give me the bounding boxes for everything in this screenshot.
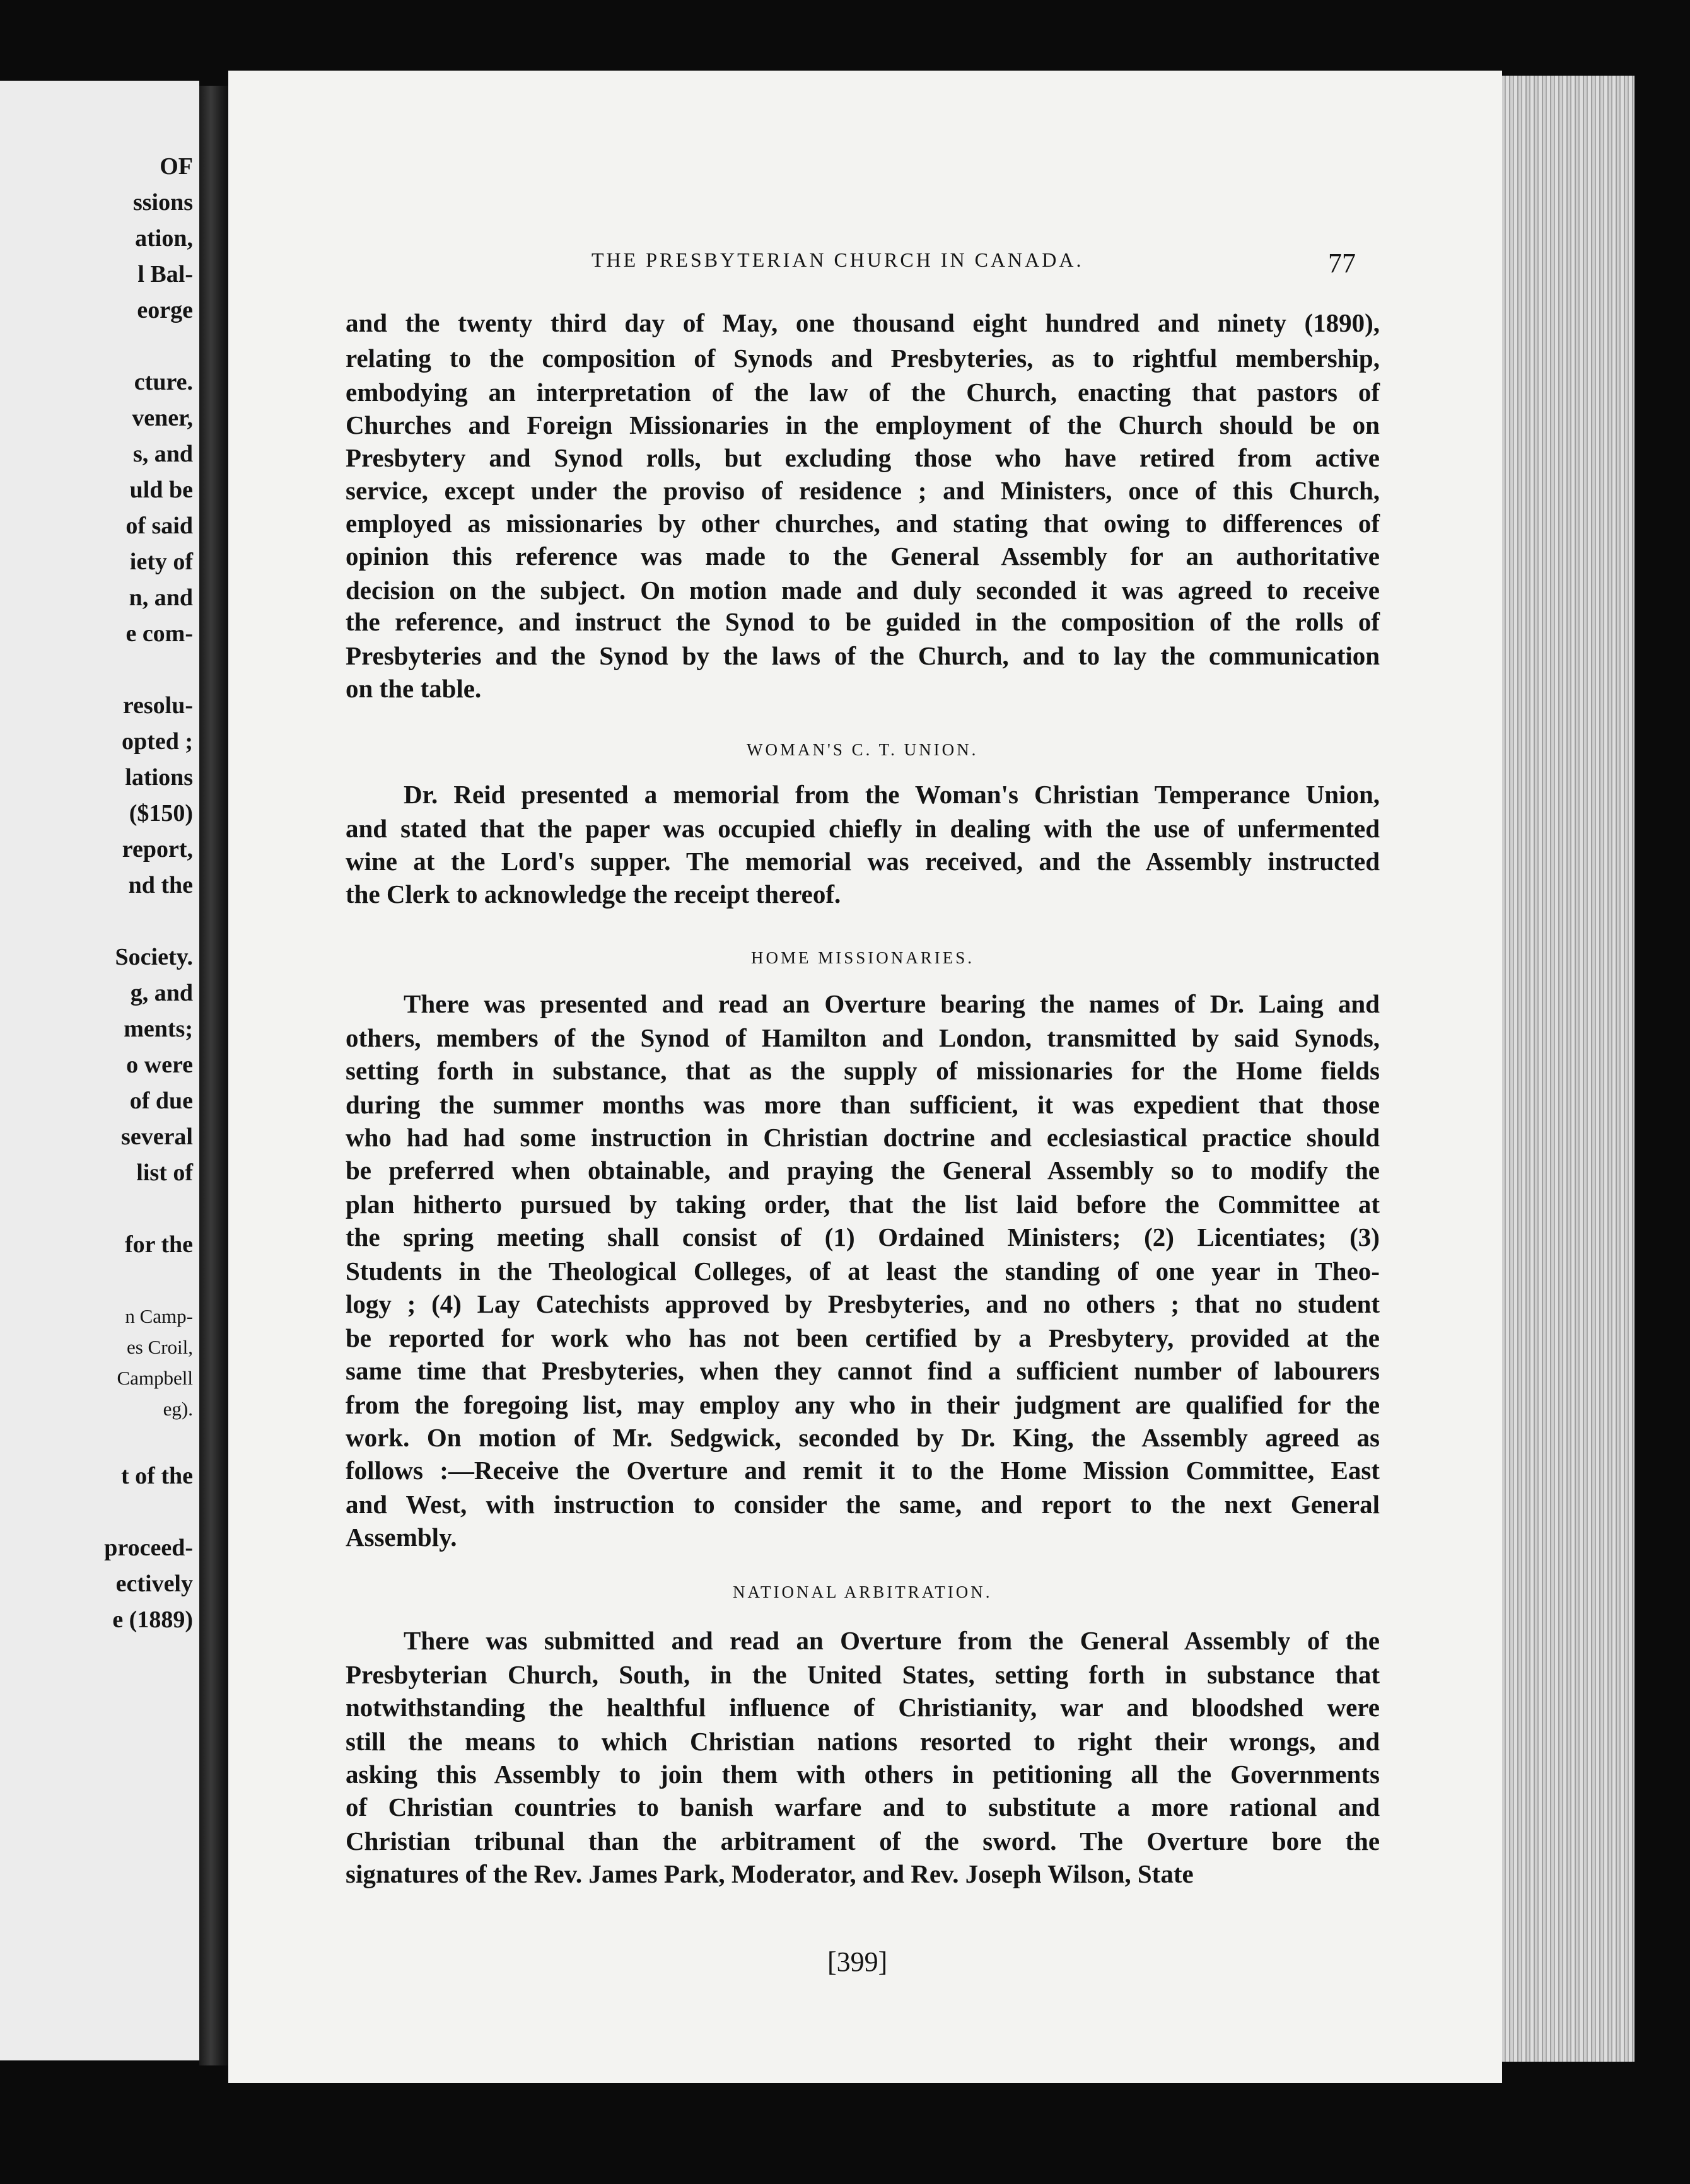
facing-page-line: of due [129, 1088, 193, 1114]
facing-page-line: n, and [129, 584, 193, 611]
facing-page-line: lations [125, 764, 193, 791]
facing-page-line: ments; [124, 1016, 193, 1042]
facing-page-line: s, and [132, 441, 193, 467]
facing-page-line: iety of [129, 549, 193, 575]
text-line: be preferred when obtainable, and praying the General Assembly so to modify the [346, 1156, 1380, 1185]
running-head: THE PRESBYTERIAN CHURCH IN CANADA. [592, 248, 1084, 271]
text-line: service, except under the proviso of residence ; and Ministers, once of this Church, [346, 476, 1380, 505]
facing-page-line: l Bal- [137, 261, 193, 288]
text-line: Presbyterian Church, South, in the United States, setting forth in substance that [346, 1660, 1380, 1689]
text-line: opinion this reference was made to the General Assembly for an authoritative [346, 542, 1380, 571]
text-line: others, members of the Synod of Hamilton and London, transmitted by said Synods, [346, 1023, 1380, 1052]
facing-page-line: o were [126, 1052, 193, 1078]
facing-page-line: Society. [115, 944, 193, 970]
facing-page-line: vener, [132, 405, 193, 431]
facing-page-line: ssions [132, 189, 193, 216]
text-line: be reported for work who has not been certified by a Presbytery, provided at the [346, 1323, 1380, 1352]
text-line: logy ; (4) Lay Catechists approved by Presbyteries, and no others ; that no student [346, 1289, 1380, 1318]
section-heading: WOMAN'S C. T. UNION. [747, 740, 979, 759]
facing-page-line: several [121, 1124, 193, 1150]
text-line: of Christian countries to banish warfare and to substitute a more rational and [346, 1792, 1380, 1821]
facing-page-line: t of the [121, 1463, 193, 1489]
facing-page-line: resolu- [122, 692, 193, 719]
text-line: employed as missionaries by other churches, and stating that owing to differences of [346, 509, 1380, 538]
text-line: same time that Presbyteries, when they cannot find a sufficient number of labourers [346, 1356, 1380, 1385]
text-line: plan hitherto pursued by taking order, that the list laid before the Committee at [346, 1190, 1380, 1219]
text-line: Students in the Theological Colleges, of at least the standing of one year in Theo- [346, 1257, 1380, 1286]
facing-page-line: for the [125, 1231, 193, 1258]
facing-page-fragment [0, 81, 199, 2060]
text-line: follows :—Receive the Overture and remit it to the Home Mission Committee, East [346, 1456, 1380, 1485]
signature-mark: [399] [827, 1946, 888, 1977]
facing-page-line: cture. [134, 369, 193, 395]
text-line: the spring meeting shall consist of (1) Ordained Ministers; (2) Licentiates; (3) [346, 1223, 1380, 1252]
text-line: asking this Assembly to join them with others in petitioning all the Governments [346, 1760, 1380, 1789]
text-line: and stated that the paper was occupied chiefly in dealing with the use of unfermented [346, 814, 1380, 843]
text-line: Presbytery and Synod rolls, but excluding those who have retired from active [346, 443, 1380, 472]
facing-page-line: of said [125, 513, 193, 539]
text-line: Christian tribunal than the arbitrament of the sword. The Overture bore the [346, 1827, 1380, 1856]
text-line: work. On motion of Mr. Sedgwick, seconded by Dr. King, the Assembly agreed as [346, 1423, 1380, 1452]
facing-page-line: nd the [128, 872, 193, 898]
facing-page-line: e (1889) [112, 1606, 193, 1633]
facing-page-line: ation, [135, 225, 193, 252]
facing-page-line: e com- [125, 620, 193, 647]
text-line: wine at the Lord's supper. The memorial was received, and the Assembly instructed [346, 847, 1380, 876]
text-line: the Clerk to acknowledge the receipt thereof. [346, 880, 841, 909]
text-line: Presbyteries and the Synod by the laws of the Church, and to lay the communication [346, 641, 1380, 670]
text-line: Churches and Foreign Missionaries in the employment of the Church should be on [346, 410, 1380, 439]
text-line: and West, with instruction to consider the same, and report to the next General [346, 1490, 1380, 1519]
text-line: signatures of the Rev. James Park, Moderator, and Rev. Joseph Wilson, State [346, 1859, 1194, 1888]
facing-page-line: eorge [137, 297, 193, 323]
facing-page-line: ($150) [129, 800, 193, 827]
text-line: who had had some instruction in Christian doctrine and ecclesiastical practice should [346, 1123, 1380, 1152]
text-line: on the table. [346, 674, 482, 703]
facing-page-line: g, and [130, 980, 193, 1006]
facing-page-line: eg). [163, 1398, 193, 1420]
book-gutter [199, 86, 228, 2065]
facing-page-line: list of [136, 1159, 193, 1186]
facing-page-line: n Camp- [125, 1305, 193, 1327]
text-line: There was submitted and read an Overture from the General Assembly of the [404, 1626, 1380, 1655]
text-line: during the summer months was more than sufficient, it was expedient that those [346, 1090, 1380, 1119]
text-line: from the foregoing list, may employ any who in their judgment are qualified for the [346, 1390, 1380, 1419]
section-heading: HOME MISSIONARIES. [751, 948, 975, 967]
text-line: relating to the composition of Synods and Presbyteries, as to rightful membership, [346, 344, 1380, 373]
text-line: the reference, and instruct the Synod to be guided in the composition of the rolls of [346, 607, 1380, 636]
facing-page-line: uld be [129, 477, 193, 503]
facing-page-line: proceed- [104, 1535, 193, 1561]
facing-page-line: OF [160, 153, 193, 180]
facing-page-line: es Croil, [126, 1336, 193, 1358]
facing-page-line: Campbell [117, 1367, 193, 1389]
text-line: There was presented and read an Overture bearing the names of Dr. Laing and [404, 989, 1380, 1018]
facing-page-line: report, [122, 836, 193, 863]
text-line: Assembly. [346, 1523, 457, 1552]
page-edges [1502, 76, 1635, 2062]
section-heading: NATIONAL ARBITRATION. [733, 1583, 993, 1601]
facing-page-line: opted ; [122, 728, 193, 755]
page-number: 77 [1328, 248, 1356, 279]
text-line: and the twenty third day of May, one thousand eight hundred and ninety (1890), [346, 308, 1380, 337]
text-line: setting forth in substance, that as the supply of missionaries for the Home fields [346, 1056, 1380, 1085]
text-line: notwithstanding the healthful influence of Christianity, war and bloodshed were [346, 1693, 1380, 1722]
text-line: still the means to which Christian nations resorted to right their wrongs, and [346, 1727, 1380, 1756]
text-line: decision on the subject. On motion made and duly seconded it was agreed to receive [346, 576, 1380, 605]
facing-page-line: ectively [115, 1571, 193, 1597]
text-line: Dr. Reid presented a memorial from the Woman's Christian Temperance Union, [404, 780, 1380, 809]
text-line: embodying an interpretation of the law of the Church, enacting that pastors of [346, 378, 1380, 407]
